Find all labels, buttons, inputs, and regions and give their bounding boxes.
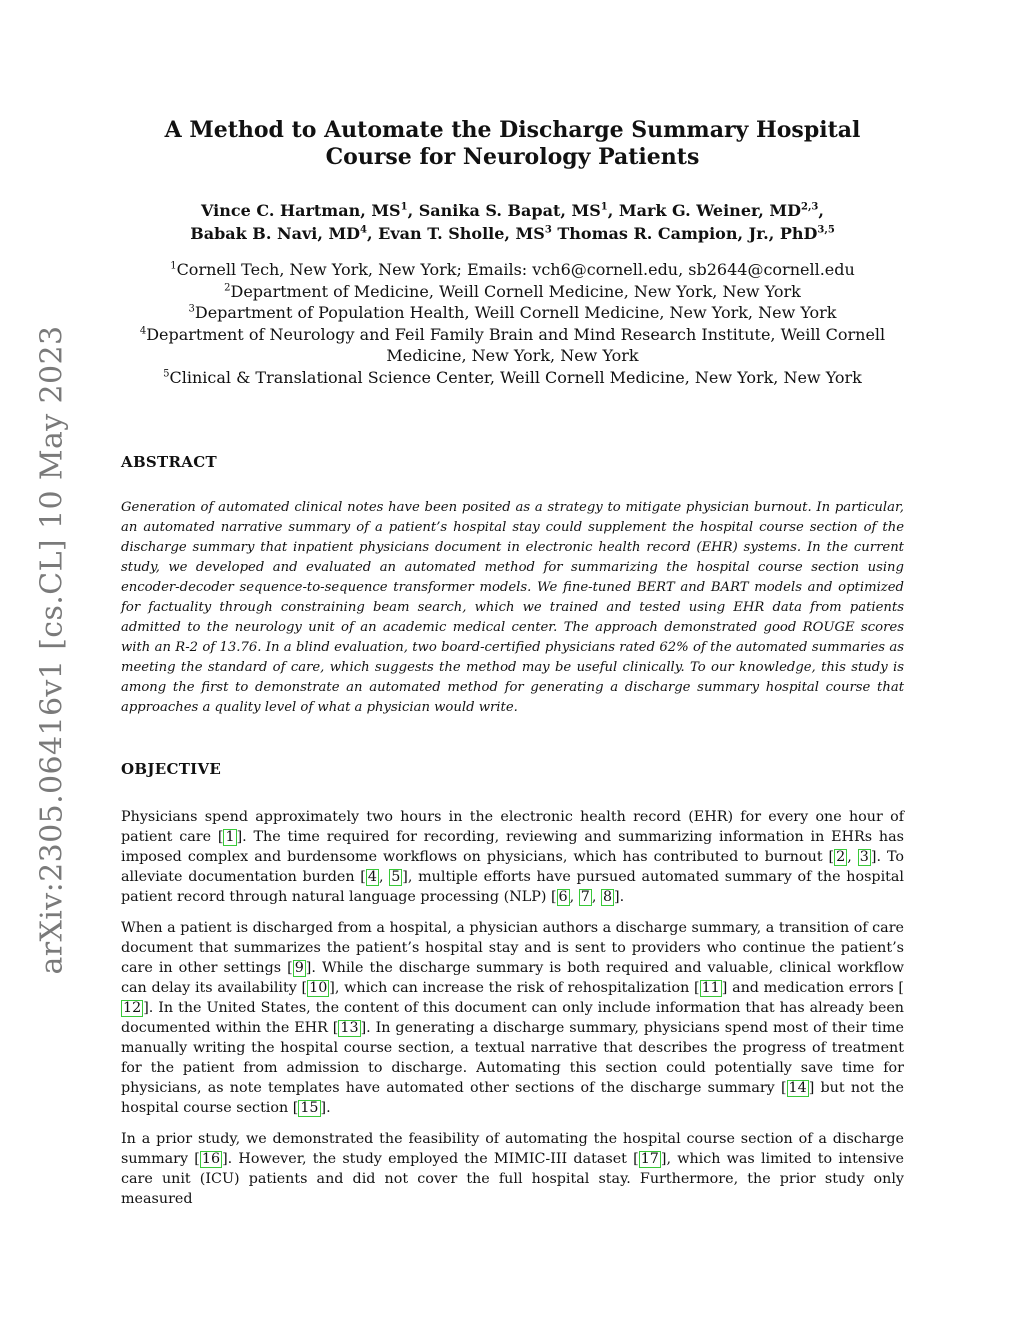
citation-link[interactable]: 8 [602,888,613,905]
citation-link[interactable]: 4 [367,868,377,885]
title-line-1: A Method to Automate the Discharge Summary Hospital [164,117,861,143]
author-affiliation-mark: 4 [360,224,368,236]
paragraph-text: ], multiple efforts have pursued automated summary of the hospital patient record through natural language processing (NLP) [ [121,868,904,905]
affiliation-number: 1 [170,260,177,272]
affiliation-text: Department of Neurology and Feil Family Brain and Mind Research Institute, Weill Cornell Medicine, New York, New York [146,324,886,366]
affiliation-text: Department of Medicine, Weill Cornell Medicine, New York, New York [230,281,801,301]
affiliation-item [121,259,904,281]
citation-link[interactable]: 10 [309,979,328,996]
citation-link[interactable]: 12 [123,999,142,1016]
affiliation-number: 4 [139,325,147,337]
affiliation-text: Cornell Tech, New York, New York; Emails: vch6@cornell.edu, sb2644@cornell.edu [176,260,855,279]
affiliation-text: Clinical & Translational Science Center, Weill Cornell Medicine, New York, New York [169,367,862,387]
citation-link[interactable]: 1 [225,828,235,845]
author-affiliation-mark: 2,3 [800,201,819,213]
objective-paragraph-1 [121,807,904,907]
affiliation-item [121,367,904,389]
author-name: Babak B. Navi, MD [190,224,361,243]
affiliation-item [121,324,904,367]
paragraph-text: , [847,848,858,865]
affiliation-text: Department of Population Health, Weill Cornell Medicine, New York, New York [194,303,837,323]
title-line-2: Course for Neurology Patients [325,144,700,170]
affiliation-item [121,302,904,324]
paragraph-text: ], which can increase the risk of rehospitalization [ [329,979,700,996]
author-list [121,199,904,245]
affiliation-number: 2 [224,282,231,294]
citation-link[interactable]: 3 [859,848,869,865]
paragraph-text: ]. [320,1099,331,1116]
citation-link[interactable]: 17 [640,1150,659,1167]
author-name: Evan T. Sholle, MS [378,224,545,243]
citation-link[interactable]: 14 [788,1079,807,1096]
affiliation-item [121,281,904,303]
author-name: Mark G. Weiner, MD [618,201,801,220]
objective-heading: OBJECTIVE [121,759,222,778]
paragraph-text: ]. The time required for recording, reviewing and summarizing information in EHRs has imposed complex and burdensome workflows on physicians, which has contributed to burnout [ [121,828,904,865]
citation-link[interactable]: 2 [836,848,846,865]
author-line-2: Babak B. Navi, $MD^4$, Evan T. Sholle, $MS^3$ Thomas R. Campion, Jr., PhD$^{3,5}$ [190,224,835,243]
paragraph-text: ]. In the United States, the content of this document can only include information that has already been documented within the EHR [ [121,999,904,1036]
paragraph-text: In a prior study, we demonstrated the feasibility of automating the hospital course section of a discharge summary [ [121,1130,904,1167]
affiliation-number: 3 [188,303,195,315]
citation-link[interactable]: 5 [391,868,401,885]
objective-paragraph-2 [121,918,904,1118]
paragraph-text: When a patient is discharged from a hospital, a physician authors a discharge summary, a transition of care document that summarizes the patient’s hospital stay and is sent to providers who continue the patient’s care in other settings [ [121,919,904,976]
paragraph-text: ]. In generating a discharge summary, physicians spend most of their time manually writing the hospital course section, a textual narrative that describes the progress of treatment for the patient from admission to discharge. Automating this section could potentially save time for physicians, as note templates have automated other sections of the discharge summary [ [121,1019,904,1096]
author-affiliation-mark: 1 [400,201,408,213]
paragraph-text: ]. To alleviate documentation burden [ [121,848,905,885]
paragraph-text: Physicians spend approximately two hours in the electronic health record (EHR) for every one hour of patient care [ [121,808,904,845]
paragraph-text: , [569,888,579,905]
citation-link[interactable]: 7 [580,888,590,905]
citation-link[interactable]: 9 [294,959,304,976]
affiliations [121,259,904,389]
author-name: Sanika S. Bapat, MS [418,201,601,220]
paragraph-text: , [591,888,601,905]
arxiv-identifier: arXiv:2305.06416v1 [cs.CL] 10 May 2023 [34,325,70,975]
author-affiliation-mark: 3,5 [817,224,835,236]
paragraph-text: ]. However, the study employed the MIMIC-III dataset [ [222,1150,639,1167]
paragraph-text: ]. [614,888,625,905]
abstract-text: Generation of automated clinical notes have been posited as a strategy to mitigate physician burnout. In particular, an automated narrative summary of a patient’s hospital stay could supplement the hospital course section of the discharge summary that inpatient physicians document in electronic health record (EHR) systems. In the current study, we developed and evaluated an automated method for summarizing the hospital course section using encoder-decoder sequence-to-sequence transformer models. We fine-tuned BERT and BART models and optimized for factuality through constraining beam search, which we trained and tested using EHR data from patients admitted to the neurology unit of an academic medical center. The approach demonstrated good ROUGE scores with an R-2 of 13.76. In a blind evaluation, two board-certified physicians rated 62% of the automated summaries as meeting the standard of care, which suggests the method may be useful clinically. To our knowledge, this study is among the first to demonstrate an automated method for generating a discharge summary hospital course that approaches a quality level of what a physician would write. [121,499,904,715]
author-line-1: Vince C. Hartman, $MS^1$, Sanika S. Bapat, $MS^1$, Mark G. Weiner, MD$^{2,3}$, [201,201,824,220]
author-affiliation-mark: 3 [544,224,552,236]
paragraph-text: ], which was limited to intensive care unit (ICU) patients and did not cover the full hospital stay. Furthermore, the prior study only measured [121,1150,904,1207]
paper-page [121,117,904,1209]
citation-link[interactable]: 15 [300,1099,319,1116]
paragraph-text: ]. While the discharge summary is both required and valuable, clinical workflow can delay its availability [ [121,959,904,996]
author-name: Thomas R. Campion, Jr., PhD [557,224,818,243]
paragraph-text: ] and medication errors [ [721,979,904,996]
citation-link[interactable]: 6 [558,888,568,905]
author-affiliation-mark: 1 [600,201,608,213]
author-name: Vince C. Hartman, MS [201,201,401,220]
citation-link[interactable]: 11 [701,979,720,996]
objective-paragraph-3 [121,1129,904,1209]
citation-link[interactable]: 16 [201,1150,221,1167]
abstract-heading: ABSTRACT [121,452,217,471]
paper-title [121,117,904,171]
affiliation-number: 5 [163,368,170,380]
paragraph-text: ] but not the hospital course section [ [121,1079,904,1116]
paragraph-text: , [378,868,390,885]
citation-link[interactable]: 13 [340,1019,359,1036]
